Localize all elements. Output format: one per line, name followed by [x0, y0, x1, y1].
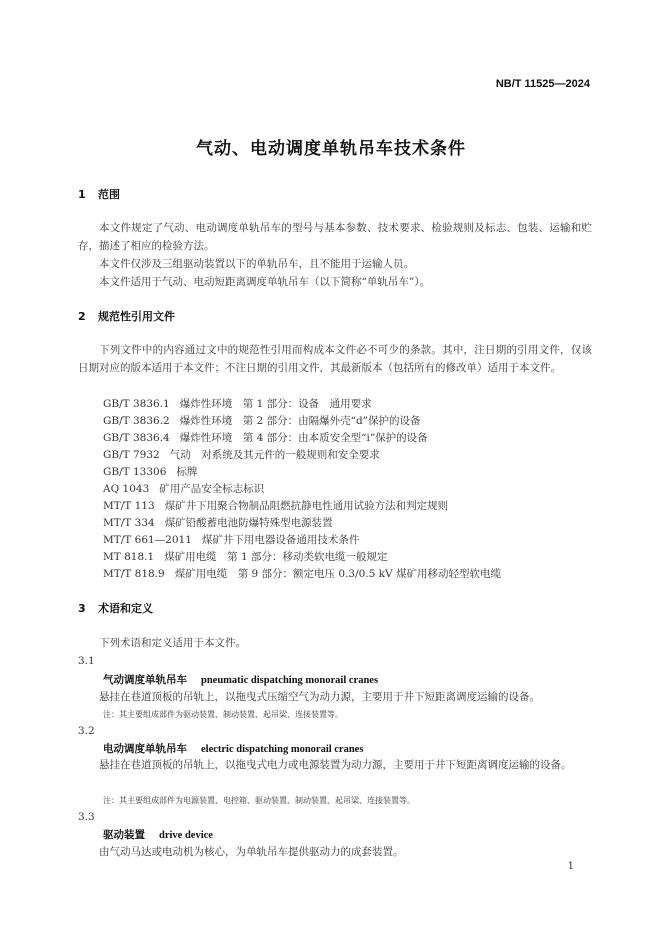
reference-item — [103, 549, 388, 564]
section-heading-normative-references — [78, 308, 175, 324]
paragraph: 本文件仅涉及三组驱动装置以下的单轨吊车，且不能用于运输人员。 — [99, 258, 414, 270]
reference-title: 爆炸性环境 第 4 部分：由本质安全型“i”保护的设备 — [179, 432, 428, 444]
reference-title: 煤矿用电缆 第 1 部分：移动类软电缆一般规定 — [164, 551, 388, 563]
term-heading — [103, 672, 378, 687]
reference-item — [103, 481, 264, 496]
term-cn: 电动调度单轨吊车 — [103, 743, 187, 755]
section-number: 2 — [78, 310, 86, 323]
section-heading-terms-definitions — [78, 600, 153, 616]
term-cn: 气动调度单轨吊车 — [103, 674, 187, 686]
reference-item — [103, 532, 359, 547]
term-definition: 悬挂在巷道顶板的吊轨上，以拖曳式电力或电源装置为动力源，主要用于井下短距离调度运输的设备。 — [99, 759, 572, 771]
term-definition: 悬挂在巷道顶板的吊轨上，以拖曳式压缩空气为动力源，主要用于井下短距离调度运输的设备。 — [99, 691, 540, 703]
reference-title: 爆炸性环境 第 1 部分：设备 通用要求 — [179, 398, 372, 410]
reference-item — [103, 566, 501, 581]
reference-title: 气动 对系统及其元件的一般规则和安全要求 — [169, 449, 380, 461]
reference-title: 标牌 — [176, 466, 198, 478]
reference-item — [103, 430, 428, 445]
section-number: 1 — [78, 188, 86, 201]
term-note: 注：其主要组成部件为电源装置、电控箱、驱动装置、制动装置、起吊梁、连接装置等。 — [103, 796, 415, 805]
term-number: 3.3 — [78, 811, 95, 823]
reference-code: MT 818.1 — [103, 551, 155, 563]
term-heading — [103, 827, 213, 842]
section-heading-scope — [78, 186, 120, 202]
section-title: 术语和定义 — [98, 602, 153, 615]
term-en: drive device — [159, 830, 213, 841]
standard-number: NB/T 11525—2024 — [495, 78, 590, 90]
reference-code: MT/T 113 — [103, 500, 155, 512]
reference-code: GB/T 3836.4 — [103, 432, 170, 444]
term-en: electric dispatching monorail cranes — [201, 744, 364, 755]
reference-item — [103, 447, 380, 462]
reference-item — [103, 413, 421, 428]
reference-title: 煤矿井下用聚合物制品阻燃抗静电性通用试验方法和判定规则 — [164, 500, 449, 512]
document-title: 气动、电动调度单轨吊车技术条件 — [196, 139, 466, 159]
reference-code: MT/T 334 — [103, 517, 155, 529]
reference-title: 煤矿铅酸蓄电池防爆特殊型电源装置 — [164, 517, 333, 529]
reference-item — [103, 515, 333, 530]
term-heading — [103, 741, 363, 756]
term-en: pneumatic dispatching monorail cranes — [201, 675, 379, 686]
term-number: 3.2 — [78, 725, 95, 737]
reference-code: GB/T 7932 — [103, 449, 160, 461]
paragraph: 下列文件中的内容通过文中的规范性引用而构成本文件必不可少的条款。其中，注日期的引用文件，仅该日期对应的版本适用于本文件；不注日期的引用文件，其最新版本（包括所有的修改单）适用于本文件。 — [78, 344, 592, 374]
reference-item — [103, 498, 448, 513]
section-title: 范围 — [98, 188, 120, 201]
reference-code: GB/T 13306 — [103, 466, 167, 478]
paragraph: 下列术语和定义适用于本文件。 — [99, 637, 246, 649]
reference-code: GB/T 3836.2 — [103, 415, 170, 427]
page-number: 1 — [567, 861, 574, 872]
term-cn: 驱动装置 — [103, 829, 145, 841]
reference-title: 爆炸性环境 第 2 部分：由隔爆外壳“d”保护的设备 — [179, 415, 421, 427]
reference-code: GB/T 3836.1 — [103, 398, 170, 410]
reference-item — [103, 396, 372, 411]
section-title: 规范性引用文件 — [98, 310, 175, 323]
reference-code: MT/T 661—2011 — [103, 534, 192, 546]
paragraph: 本文件规定了气动、电动调度单轨吊车的型号与基本参数、技术要求、检验规则及标志、包装、运输和贮存，描述了相应的检验方法。 — [78, 222, 592, 252]
paragraph: 本文件适用于气动、电动短距离调度单轨吊车（以下简称“单轨吊车”）。 — [99, 276, 430, 288]
reference-item — [103, 464, 197, 479]
term-definition: 由气动马达或电动机为核心，为单轨吊车提供驱动力的成套装置。 — [99, 846, 404, 858]
reference-code: MT/T 818.9 — [103, 568, 165, 580]
reference-code: AQ 1043 — [103, 483, 150, 495]
term-number: 3.1 — [78, 655, 95, 667]
reference-title: 煤矿用电缆 第 9 部分：额定电压 0.3/0.5 kV 煤矿用移动轻型软电缆 — [174, 568, 501, 580]
reference-title: 矿用产品安全标志标识 — [159, 483, 265, 495]
term-note: 注：其主要组成部件为驱动装置、制动装置、起吊梁、连接装置等。 — [103, 710, 343, 719]
section-number: 3 — [78, 602, 86, 615]
reference-title: 煤矿井下用电器设备通用技术条件 — [201, 534, 360, 546]
